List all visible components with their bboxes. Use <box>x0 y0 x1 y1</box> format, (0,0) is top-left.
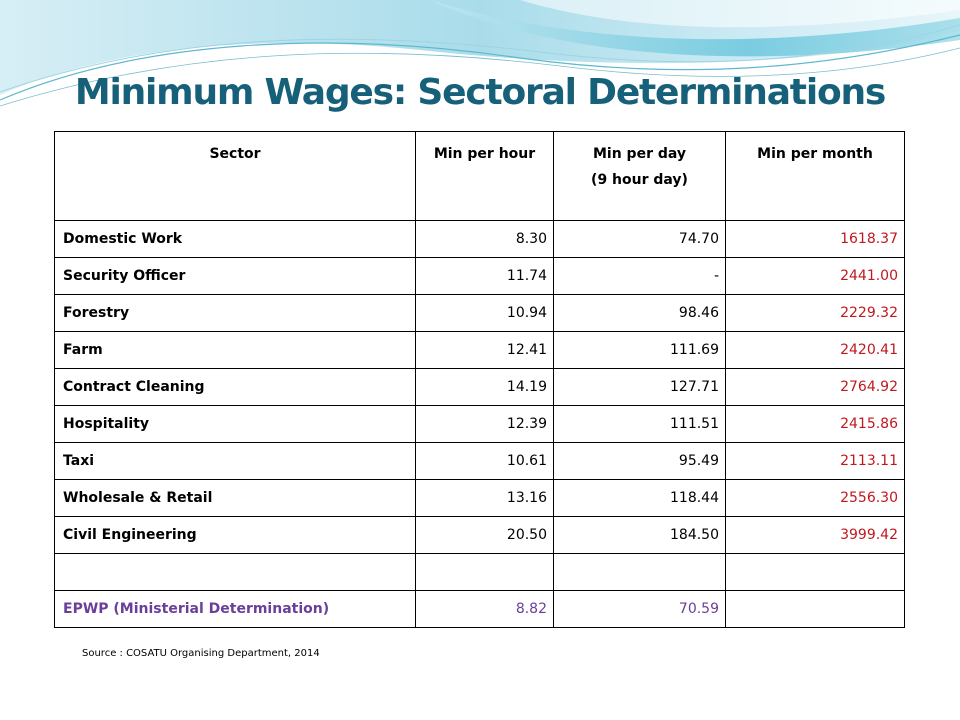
sector-cell: Hospitality <box>55 406 416 443</box>
day-cell: 184.50 <box>554 517 726 554</box>
month-cell: 3999.42 <box>726 517 905 554</box>
day-cell: 127.71 <box>554 369 726 406</box>
sector-cell: Taxi <box>55 443 416 480</box>
slide-title: Minimum Wages: Sectoral Determinations <box>74 72 886 113</box>
source-note: Source : COSATU Organising Department, 2014 <box>82 648 320 659</box>
month-cell <box>726 591 905 628</box>
hour-cell: 10.61 <box>416 443 554 480</box>
hour-cell: 12.41 <box>416 332 554 369</box>
wages-table <box>54 131 905 628</box>
hour-cell: 11.74 <box>416 258 554 295</box>
table-row-empty <box>55 554 905 591</box>
table-row <box>55 221 905 258</box>
month-cell: 2113.11 <box>726 443 905 480</box>
table-header-row <box>55 132 905 221</box>
month-cell <box>726 554 905 591</box>
table-row <box>55 258 905 295</box>
hour-cell: 8.30 <box>416 221 554 258</box>
day-cell: 111.69 <box>554 332 726 369</box>
table-row <box>55 480 905 517</box>
day-cell: 95.49 <box>554 443 726 480</box>
sector-cell: Civil Engineering <box>55 517 416 554</box>
sector-cell: Security Officer <box>55 258 416 295</box>
table-row <box>55 443 905 480</box>
table-row <box>55 295 905 332</box>
sector-cell: Wholesale & Retail <box>55 480 416 517</box>
hour-cell <box>416 554 554 591</box>
day-cell: 111.51 <box>554 406 726 443</box>
day-cell: 98.46 <box>554 295 726 332</box>
table-row <box>55 332 905 369</box>
day-cell: 74.70 <box>554 221 726 258</box>
header-min-per-day-note: (9 hour day) <box>591 172 688 188</box>
hour-cell: 14.19 <box>416 369 554 406</box>
table-row-epwp <box>55 591 905 628</box>
month-cell: 2556.30 <box>726 480 905 517</box>
day-cell: - <box>554 258 726 295</box>
header-min-per-day <box>554 132 726 221</box>
month-cell: 2764.92 <box>726 369 905 406</box>
sector-cell: Domestic Work <box>55 221 416 258</box>
month-cell: 2420.41 <box>726 332 905 369</box>
hour-cell: 12.39 <box>416 406 554 443</box>
month-cell: 2415.86 <box>726 406 905 443</box>
header-min-per-day-label: Min per day <box>592 146 687 162</box>
sector-cell: Forestry <box>55 295 416 332</box>
table-row <box>55 517 905 554</box>
hour-cell: 13.16 <box>416 480 554 517</box>
hour-cell: 8.82 <box>416 591 554 628</box>
sector-cell: EPWP (Ministerial Determination) <box>55 591 416 628</box>
header-min-per-hour: Min per hour <box>416 132 554 221</box>
table-row <box>55 369 905 406</box>
day-cell: 70.59 <box>554 591 726 628</box>
day-cell <box>554 554 726 591</box>
day-cell: 118.44 <box>554 480 726 517</box>
header-min-per-month: Min per month <box>726 132 905 221</box>
table-row <box>55 406 905 443</box>
sector-cell: Farm <box>55 332 416 369</box>
month-cell: 1618.37 <box>726 221 905 258</box>
month-cell: 2441.00 <box>726 258 905 295</box>
hour-cell: 20.50 <box>416 517 554 554</box>
hour-cell: 10.94 <box>416 295 554 332</box>
month-cell: 2229.32 <box>726 295 905 332</box>
header-sector: Sector <box>55 132 416 221</box>
sector-cell <box>55 554 416 591</box>
sector-cell: Contract Cleaning <box>55 369 416 406</box>
